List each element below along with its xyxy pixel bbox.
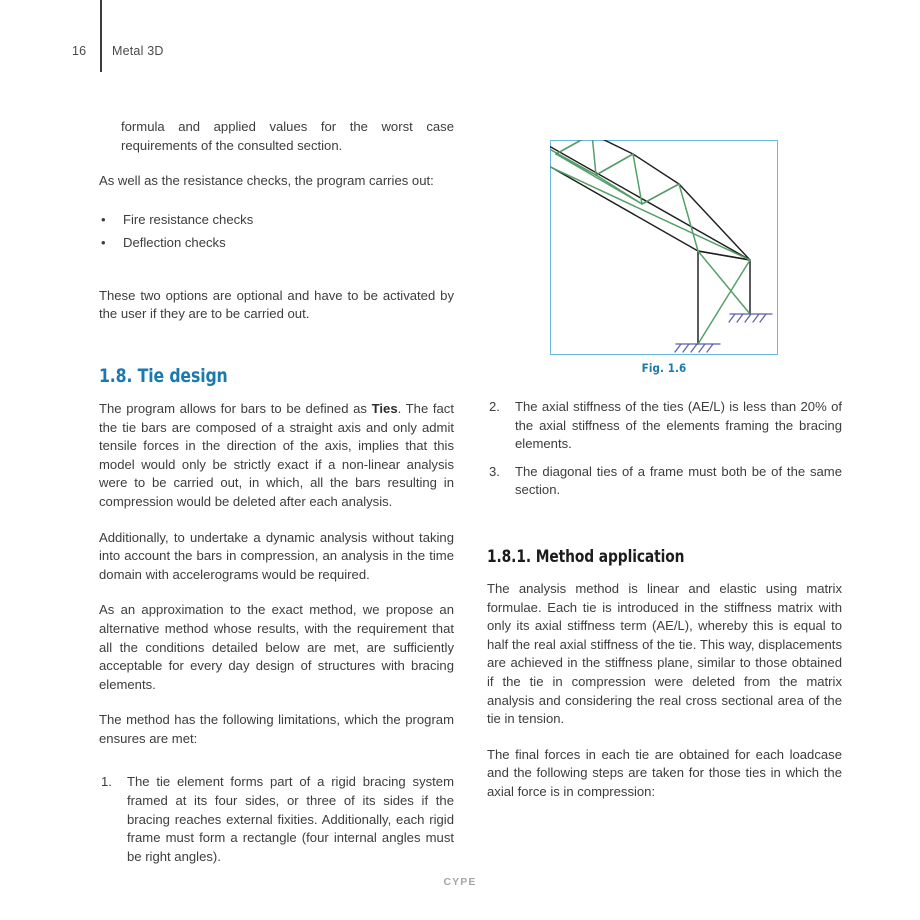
limitations-numbered-list-right	[487, 398, 842, 500]
support-fixed-right	[729, 314, 772, 322]
frame-members	[550, 140, 750, 344]
list-item	[487, 398, 842, 454]
paragraph-limitations-intro: The method has the following limitations, which the program ensures are met:	[99, 712, 454, 746]
page-number: 16	[72, 44, 87, 58]
list-item-number: 1.	[101, 774, 112, 790]
checks-bullet-list	[99, 208, 454, 254]
paragraph-method-analysis: The analysis method is linear and elastic using matrix formulae. Each tie is introduced in the stiffness matrix with only its axial stiffness term (AE/L), whereby this is equal to half the real axial stiffness of the tie. This way, displacements are achieved in the stiffness plane, similar to those obtained if the tie in compression were deleted from the matrix analysis and considering the real cross sectional area of the tie in tension.	[487, 580, 842, 727]
list-item-number: 3.	[489, 463, 500, 479]
paragraph-resistance-checks-intro: As well as the resistance checks, the program carries out:	[99, 173, 434, 189]
list-item-label: Deflection checks	[123, 234, 226, 250]
spacer	[99, 271, 454, 287]
paragraph-ties-part-b: . The fact the tie bars are composed of a straight axis and only admit tensile forces in the direction of the axis, implies that this model would only be strictly exact if a non-linear analysis were to be carried out, in which, all the bars resulting in compression would be deleted after each analysis.	[99, 400, 454, 509]
figure-caption: Fig. 1.6	[641, 361, 687, 375]
paragraph-optional-options: These two options are optional and have to be activated by the user if they are to be carried out.	[99, 287, 454, 322]
paragraph-ties-definition	[99, 400, 454, 512]
paragraph-final-forces: The final forces in each tie are obtained for each loadcase and the following steps are taken for those ties in which the axial force is in compression:	[487, 746, 842, 799]
paragraph-continued: formula and applied values for the worst case requirements of the consulted section.	[121, 119, 454, 153]
paragraph-approximation: As an approximation to the exact method, we propose an alternative method whose results, with the requirement that all the conditions detailed below are met, are sufficiently acceptable for every day design of structures with bracing elements.	[99, 602, 454, 692]
spacer	[99, 341, 454, 365]
page-header	[0, 0, 920, 80]
header-vertical-rule	[100, 0, 102, 72]
list-item	[99, 773, 454, 866]
paragraph-ties-part-a: The program allows for bars to be defined as	[99, 400, 372, 416]
list-item	[487, 463, 842, 500]
list-item	[99, 208, 454, 231]
list-item-label: The tie element forms part of a rigid bracing system framed at its four sides, or three of its sides if the bracing reaches external fixities. Additionally, each rigid frame must form a rectangle (four internal angles must be right angles).	[127, 774, 454, 864]
spacer	[487, 503, 842, 547]
list-item-number: 2.	[489, 399, 500, 414]
spacer	[99, 765, 454, 773]
section-heading-tie-design: 1.8. Tie design	[99, 364, 228, 387]
bullet-icon: •	[101, 234, 106, 250]
tie-members-front	[550, 140, 750, 344]
paragraph-dynamic-analysis: Additionally, to undertake a dynamic analysis without taking into account the bars in compression, an analysis in the time domain with accelerograms would be required.	[99, 529, 454, 582]
page-footer-brand: CYPE	[443, 876, 477, 888]
bullet-icon: •	[101, 211, 106, 227]
list-item-label: The axial stiffness of the ties (AE/L) is less than 20% of the axial stiffness of the elements framing the bracing elements.	[515, 399, 842, 452]
list-item	[99, 231, 454, 254]
emphasis-ties: Ties	[371, 400, 398, 416]
list-item-label: The diagonal ties of a frame must both be of the same section.	[515, 463, 842, 498]
list-item-label: Fire resistance checks	[123, 211, 254, 227]
braced-frame-diagram	[550, 140, 778, 355]
figure-1-6	[550, 140, 778, 355]
left-column	[99, 118, 454, 869]
right-column	[487, 398, 842, 802]
support-fixed-left	[675, 344, 720, 352]
header-title: Metal 3D	[112, 44, 164, 58]
subsection-heading-method-application: 1.8.1. Method application	[487, 546, 685, 566]
limitations-numbered-list-left	[99, 773, 454, 866]
